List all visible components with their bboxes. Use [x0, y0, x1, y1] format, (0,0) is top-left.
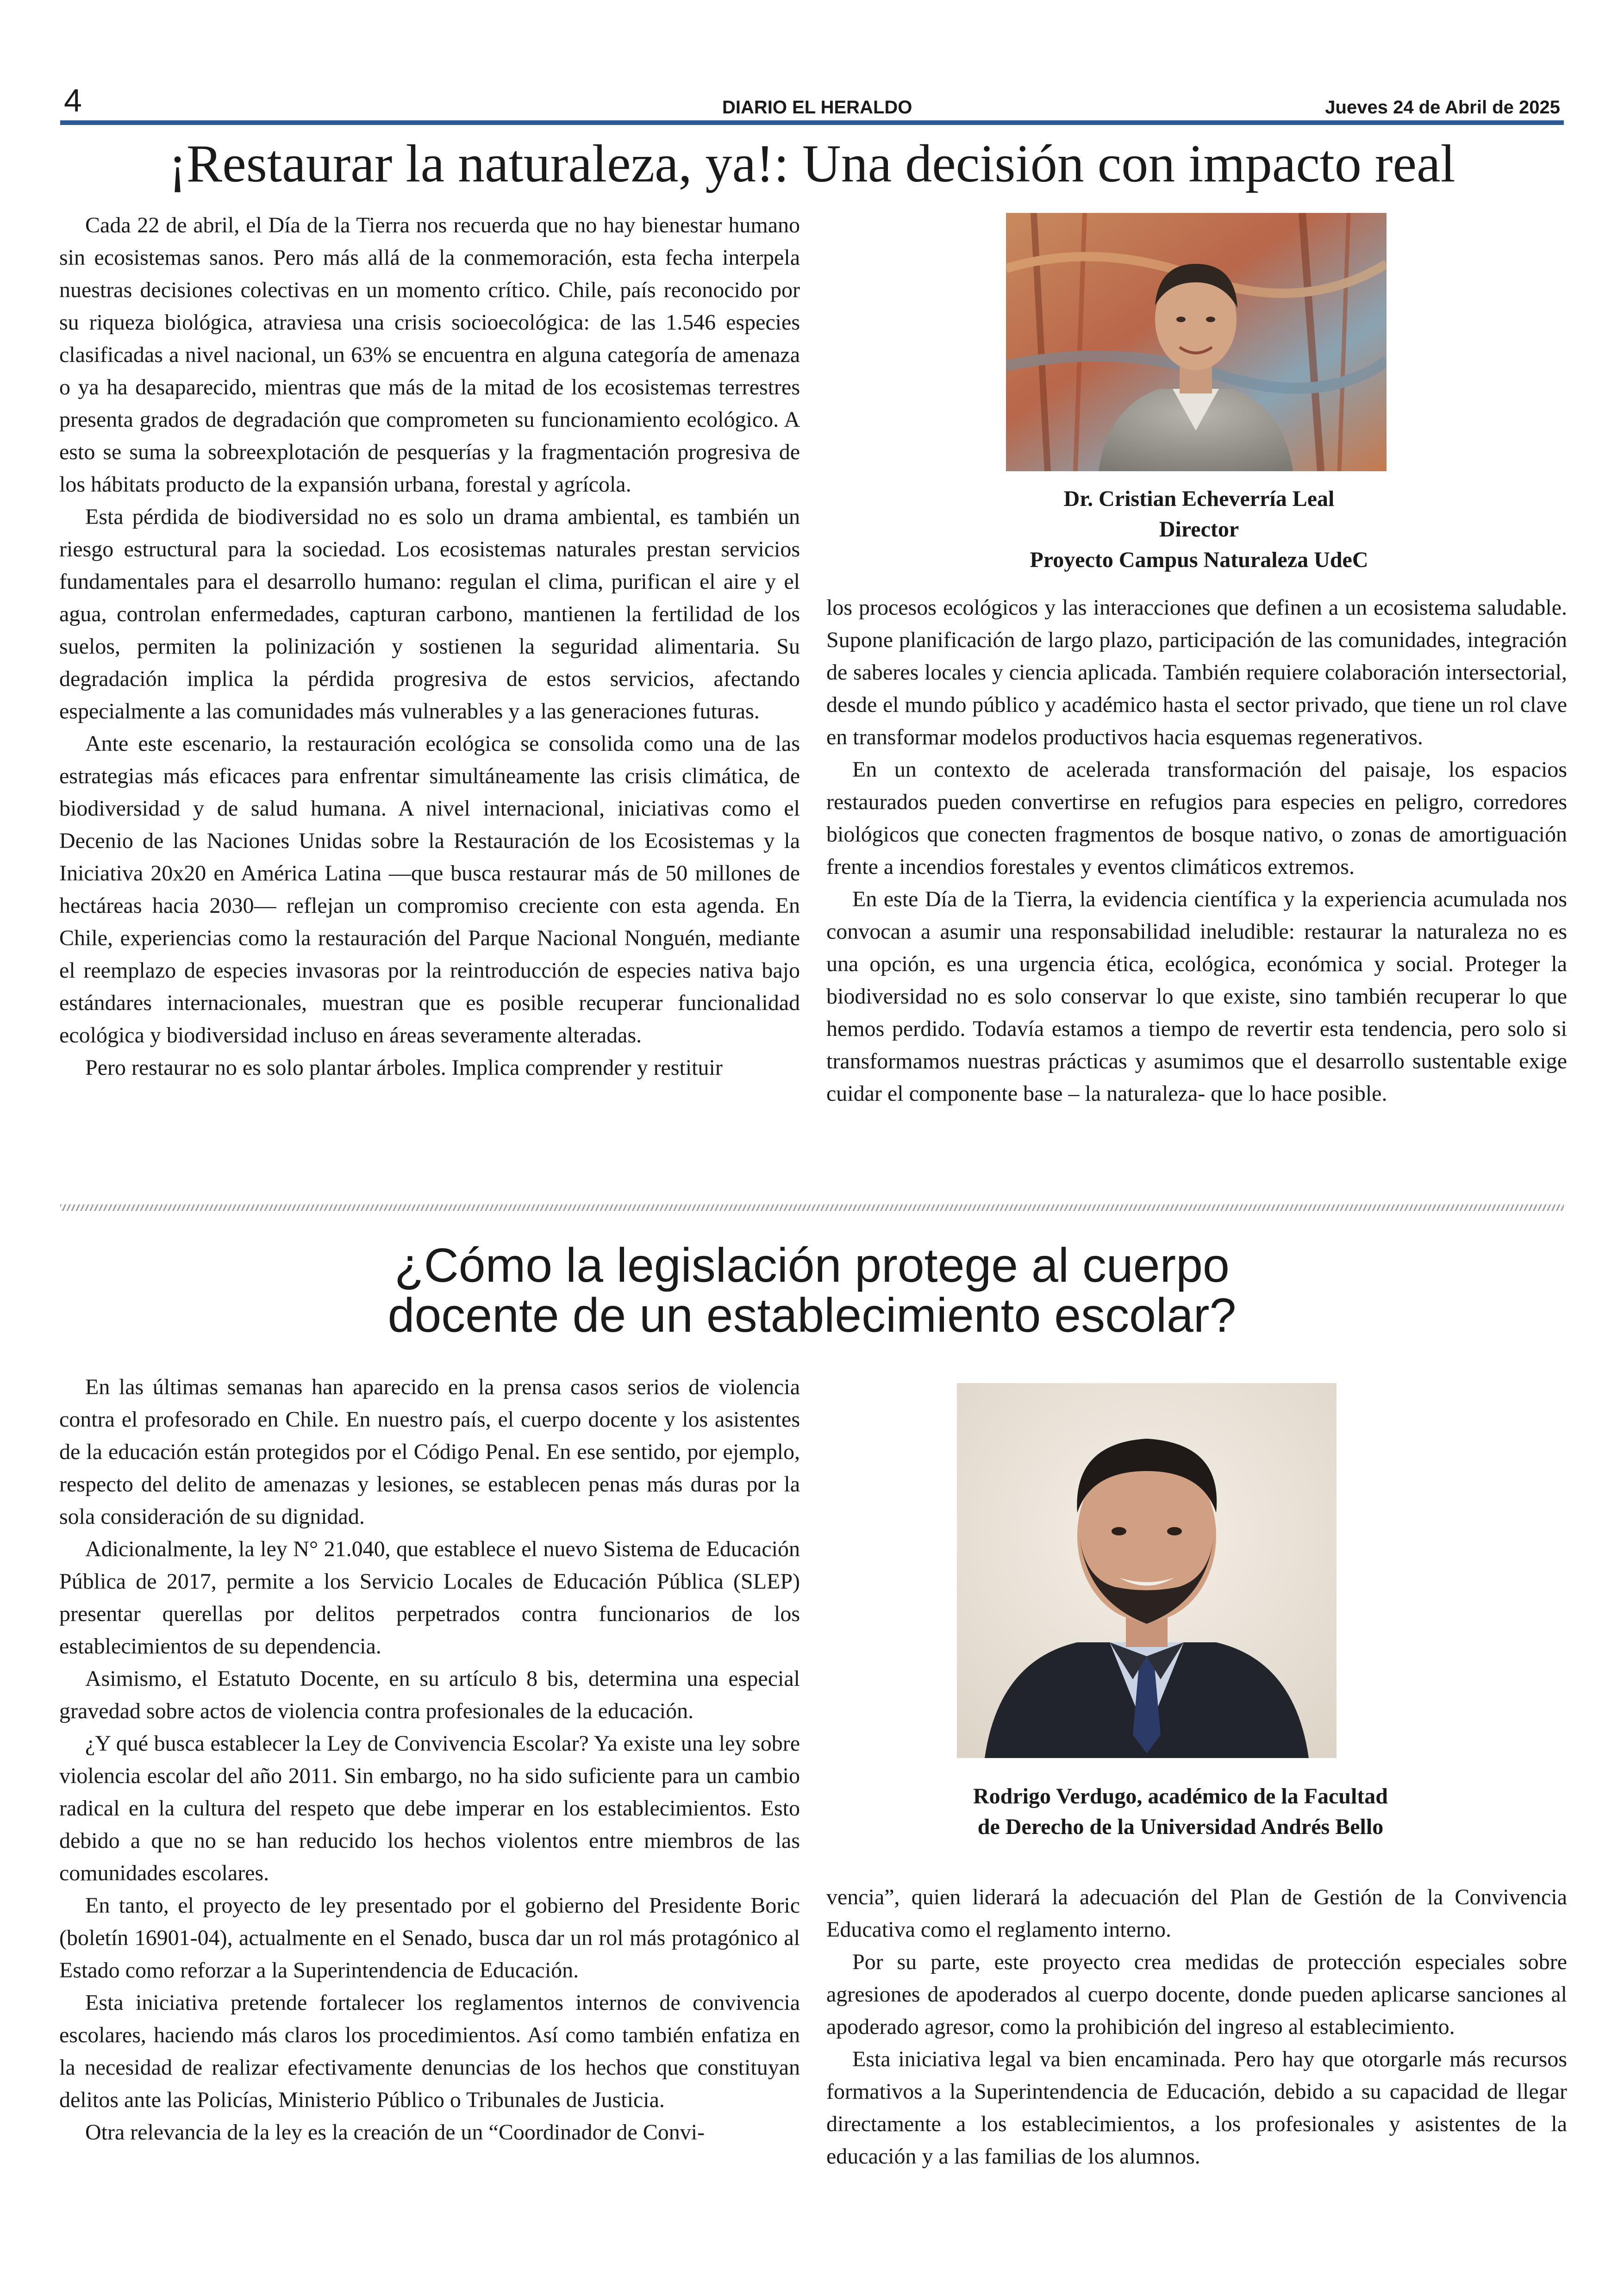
article2-paragraph: Por su parte, este proyecto crea medidas de protección especiales sobre agresiones de apoderados al cuerpo docente, donde pueden aplicarse sanciones al apoderado agresor, como la prohibición del ingreso al establecimiento.	[826, 1950, 1567, 2039]
article1-paragraph: En un contexto de acelerada transformación del paisaje, los espacios restaurados pueden convertirse en refugios para especies en peligro, corredores biológicos que conecten fragmentos de bosque nativo, o zonas de amortiguación frente a incendios forestales y eventos climáticos extremos.	[826, 757, 1567, 879]
newspaper-name: DIARIO EL HERALDO	[722, 97, 912, 118]
caption-line: Rodrigo Verdugo, académico de la Facultad	[973, 1784, 1388, 1809]
article2-headline-line: docente de un establecimiento escolar?	[387, 1289, 1237, 1343]
caption-line: de Derecho de la Universidad Andrés Bello	[977, 1815, 1384, 1839]
article2-headline	[176, 1241, 1448, 1341]
article2-paragraph: Asimismo, el Estatuto Docente, en su artículo 8 bis, determina una especial gravedad sobre actos de violencia contra profesionales de la educación.	[59, 1666, 800, 1723]
article2-paragraph: En tanto, el proyecto de ley presentado por el gobierno del Presidente Boric (boletín 16901-04), actualmente en el Senado, busca dar un rol más protagónico al Estado como reforzar a la Superintendencia de Educación.	[59, 1893, 800, 1983]
article2-paragraph: En las últimas semanas han aparecido en la prensa casos serios de violencia contra el profesorado en Chile. En nuestro país, el cuerpo docente y los asistentes de la educación están protegidos por el Código Penal. En ese sentido, por ejemplo, respecto del delito de amenazas y lesiones, se establecen penas más duras por la sola consideración de su dignidad.	[59, 1375, 800, 1529]
issue-date: Jueves 24 de Abril de 2025	[1325, 97, 1560, 118]
portrait-forest-painting-image	[1006, 213, 1387, 471]
author-photo-cristian-echeverria	[1006, 213, 1387, 471]
portrait-suit-image	[957, 1383, 1337, 1758]
caption-author-organization: Proyecto Campus Naturaleza UdeC	[1030, 548, 1368, 572]
article1-photo-caption	[926, 484, 1472, 575]
article1-paragraph: Esta pérdida de biodiversidad no es solo un drama ambiental, es también un riesgo estructural para la sociedad. Los ecosistemas naturales prestan servicios fundamentales para el desarrollo humano: regulan el clima, purifican el aire y el agua, controlan enfermedades, capturan carbono, mantienen la fertilidad de los suelos, permiten la polinización y sostienen la seguridad alimentaria. Su degradación implica la pérdida progresiva de estos servicios, afectando especialmente a las comunidades más vulnerables y a las generaciones futuras.	[59, 505, 800, 723]
article1-paragraph: Pero restaurar no es solo plantar árboles. Implica comprender y restituir	[85, 1055, 723, 1080]
page-number: 4	[64, 82, 82, 118]
header-rule	[60, 120, 1564, 125]
caption-author-name: Dr. Cristian Echeverría Leal	[1063, 486, 1335, 511]
author-photo-rodrigo-verdugo	[957, 1383, 1337, 1758]
article2-paragraph: Esta iniciativa legal va bien encaminada. Pero hay que otorgarle más recursos formativos a la Superintendencia de Educación, debido a su capacidad de llegar directamente a los establecimientos, a los profesionales y asistentes de la educación y a las familias de los alumnos.	[826, 2047, 1567, 2169]
article2-paragraph: vencia”, quien liderará la adecuación del Plan de Gestión de la Convivencia Educativa como el reglamento interno.	[826, 1885, 1567, 1942]
article1-column-left	[59, 209, 800, 1084]
article2-headline-line: ¿Cómo la legislación protege al cuerpo	[394, 1239, 1230, 1292]
article2-paragraph: Otra relevancia de la ley es la creación de un “Coordinador de Convi-	[85, 2120, 705, 2145]
caption-author-role: Director	[1159, 517, 1239, 542]
article2-photo-caption	[880, 1781, 1481, 1842]
article1-paragraph: En este Día de la Tierra, la evidencia científica y la experiencia acumulada nos convocan a asumir una responsabilidad ineludible: restaurar la naturaleza no es una opción, es una urgencia ética, ecológica, económica y social. Proteger la biodiversidad no es solo conservar lo que existe, sino también recuperar lo que hemos perdido. Todavía estamos a tiempo de revertir esta tendencia, pero solo si transformamos nuestras prácticas y asumimos que el desarrollo sustentable exige cuidar el componente base – la naturaleza- que lo hace posible.	[826, 887, 1567, 1106]
article2-paragraph: Esta iniciativa pretende fortalecer los reglamentos internos de convivencia escolares, haciendo más claros los procedimientos. Así como también enfatiza en la necesidad de realizar efectivamente denuncias de los hechos que constituyan delitos ante las Policías, Ministerio Público o Tribunales de Justicia.	[59, 1990, 800, 2112]
article2-paragraph: ¿Y qué busca establecer la Ley de Convivencia Escolar? Ya existe una ley sobre violencia escolar del año 2011. Sin embargo, no ha sido suficiente para un cambio radical en la cultura del respeto que debe imperar en los establecimientos. Esto debido a que no se han reducido los hechos violentos entre miembros de las comunidades escolares.	[59, 1731, 800, 1885]
article2-column-left	[59, 1371, 800, 2149]
section-separator	[60, 1204, 1564, 1211]
article1-paragraph: Cada 22 de abril, el Día de la Tierra nos recuerda que no hay bienestar humano sin ecosistemas sanos. Pero más allá de la conmemoración, esta fecha interpela nuestras decisiones colectivas en un momento crítico. Chile, país reconocido por su riqueza biológica, atraviesa una crisis socioecológica: de las 1.546 especies clasificadas a nivel nacional, un 63% se encuentra en alguna categoría de amenaza o ya ha desaparecido, mientras que más de la mitad de los ecosistemas terrestres presenta grados de degradación que comprometen su funcionamiento ecológico. A esto se suma la sobreexplotación de pesquerías y la fragmentación progresiva de los hábitats producto de la expansión urbana, forestal y agrícola.	[59, 213, 800, 497]
article2-paragraph: Adicionalmente, la ley N° 21.040, que establece el nuevo Sistema de Educación Pública de 2017, permite a los Servicio Locales de Educación Pública (SLEP) presentar querellas por delitos perpetrados contra funcionarios de los establecimientos de su dependencia.	[59, 1537, 800, 1659]
article1-headline: ¡Restaurar la naturaleza, ya!: Una decisión con impacto real	[169, 134, 1455, 193]
article1-paragraph: los procesos ecológicos y las interacciones que definen a un ecosistema saludable. Supone planificación de largo plazo, participación de las comunidades, integración de saberes locales y ciencia aplicada. También requiere colaboración intersectorial, desde el mundo público y académico hasta el sector privado, que tiene un rol clave en transformar modelos productivos hacia esquemas regenerativos.	[826, 595, 1567, 749]
article2-column-right	[826, 1881, 1567, 2173]
article1-paragraph: Ante este escenario, la restauración ecológica se consolida como una de las estrategias más eficaces para enfrentar simultáneamente las crisis climática, de biodiversidad y de salud humana. A nivel internacional, iniciativas como el Decenio de las Naciones Unidas sobre la Restauración de los Ecosistemas y la Iniciativa 20x20 en América Latina —que busca restaurar más de 50 millones de hectáreas hacia 2030— reflejan un compromiso creciente con esta agenda. En Chile, experiencias como la restauración del Parque Nacional Nonguén, mediante el reemplazo de especies invasoras por la reintroducción de especies nativa bajo estándares internacionales, muestran que es posible recuperar funcionalidad ecológica y biodiversidad incluso en áreas severamente alteradas.	[59, 731, 800, 1048]
article1-column-right	[826, 592, 1567, 1110]
